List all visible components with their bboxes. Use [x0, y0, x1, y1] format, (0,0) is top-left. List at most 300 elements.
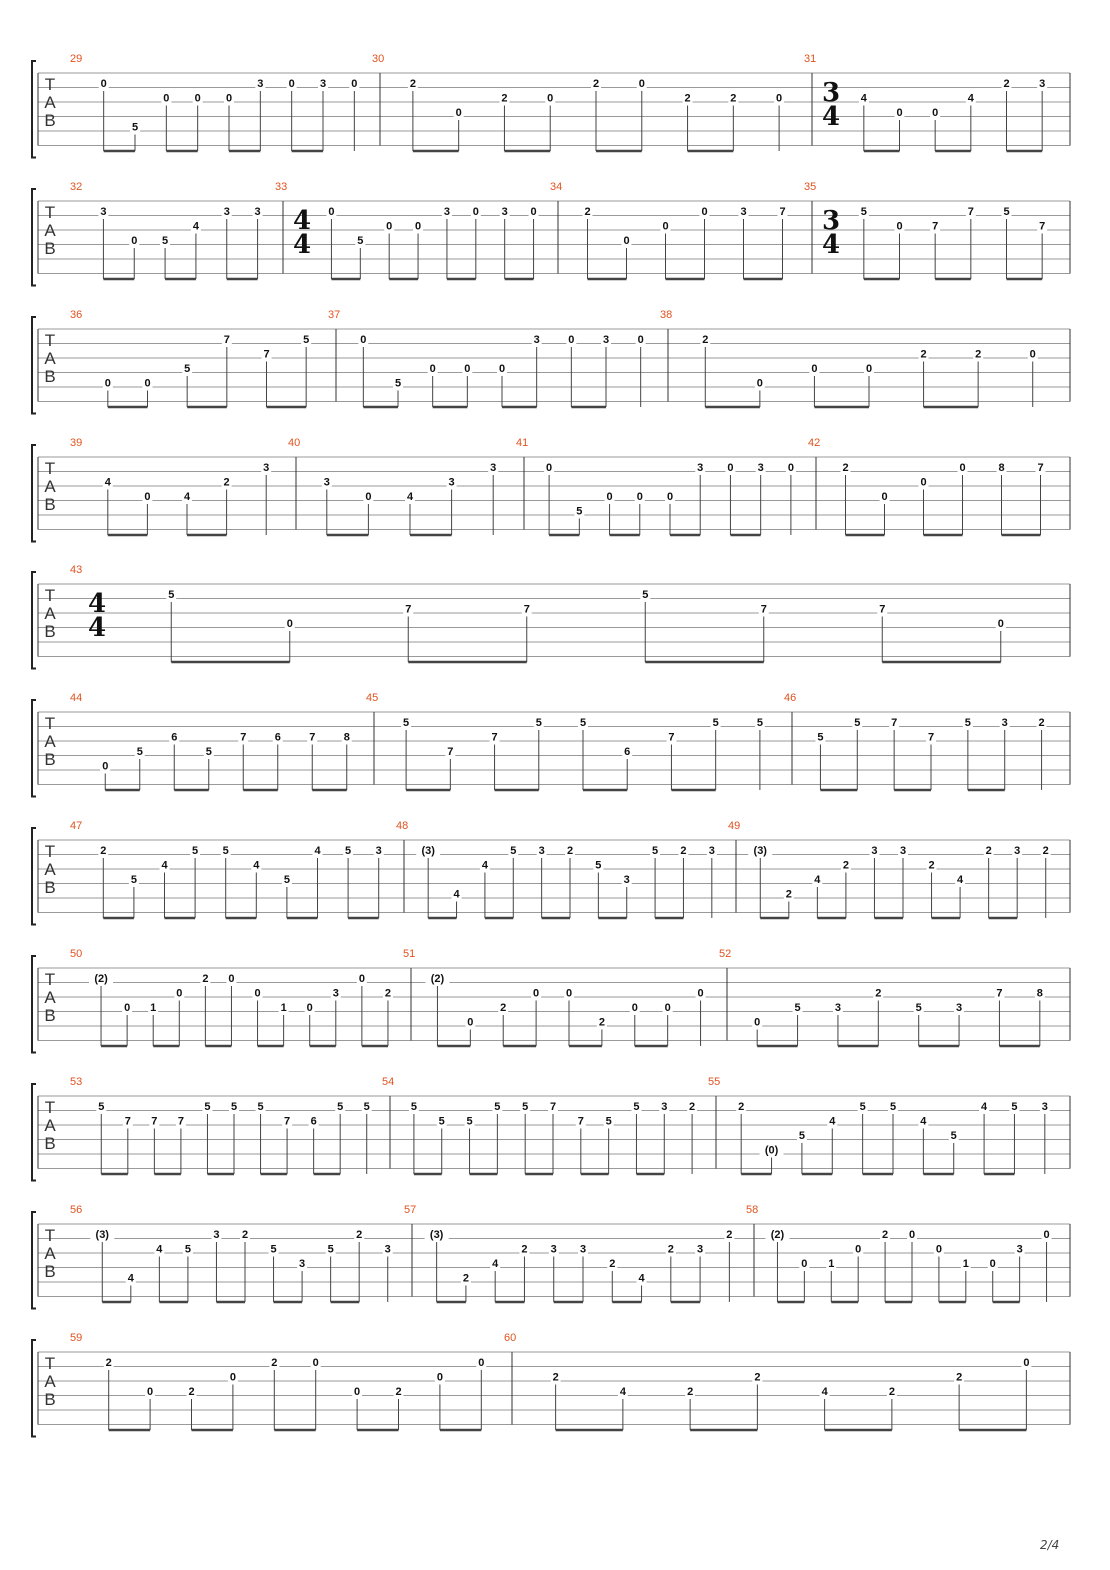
fret-number: 3 [299, 1258, 306, 1270]
fret-number: 0 [920, 476, 927, 489]
fret-number: 0 [664, 1002, 671, 1014]
fret-number: (2) [770, 1229, 785, 1241]
fret-number: 4 [481, 859, 488, 872]
fret-number: 5 [494, 1101, 501, 1113]
fret-number: 5 [357, 235, 364, 247]
fret-number: 8 [998, 462, 1005, 474]
fret-number: 2 [888, 1386, 895, 1398]
fret-number: 5 [522, 1101, 529, 1113]
fret-number: 7 [577, 1115, 584, 1128]
fret-number: 2 [702, 334, 709, 346]
fret-number: 0 [312, 1357, 319, 1369]
tab-clef-letter: A [44, 860, 56, 879]
measure-number: 47 [70, 820, 83, 832]
tab-clef-letter: T [44, 459, 56, 478]
fret-number: 0 [176, 987, 183, 1000]
fret-number: 3 [538, 845, 545, 857]
fret-number: (2) [94, 973, 108, 985]
fret-number: 5 [192, 845, 199, 857]
fret-number: 0 [229, 1371, 236, 1384]
fret-number: 2 [395, 1386, 402, 1398]
fret-number: 3 [1039, 78, 1046, 90]
fret-number: 5 [98, 1101, 105, 1113]
fret-number: 5 [889, 1101, 897, 1113]
fret-number: 2 [552, 1371, 559, 1384]
fret-number: 4 [967, 92, 974, 105]
fret-number: 6 [624, 746, 631, 758]
tab-clef-letter: B [44, 1262, 56, 1281]
fret-number: (3) [421, 845, 435, 857]
system-bracket [32, 445, 36, 542]
fret-number: 2 [521, 1243, 528, 1256]
fret-number: 0 [787, 462, 794, 474]
fret-number: 5 [798, 1130, 805, 1142]
fret-number: 3 [332, 987, 339, 1000]
fret-number: 5 [964, 717, 971, 729]
fret-number: 0 [163, 92, 170, 105]
fret-number: 5 [605, 1115, 612, 1128]
fret-number: 7 [447, 746, 454, 758]
fret-number: 5 [162, 235, 169, 247]
system-bracket [32, 1340, 36, 1437]
fret-number: 5 [859, 1101, 866, 1113]
fret-number: 3 [1014, 845, 1021, 857]
fret-number: 5 [394, 377, 402, 390]
fret-number: 7 [891, 717, 898, 729]
fret-number: 0 [865, 363, 873, 375]
fret-number: 7 [177, 1115, 184, 1128]
measure-number: 54 [382, 1076, 395, 1088]
fret-number: 7 [491, 731, 498, 744]
fret-number: 2 [1038, 717, 1045, 729]
fret-number: 5 [860, 206, 867, 218]
fret-number: 7 [760, 603, 767, 616]
fret-number: 2 [100, 845, 107, 857]
fret-number: 3 [579, 1243, 587, 1256]
fret-number: 0 [415, 220, 422, 233]
fret-number: 3 [213, 1229, 220, 1241]
tab-clef-letter: B [44, 111, 56, 130]
measure-number: 40 [288, 437, 301, 449]
fret-number: 4 [192, 220, 199, 233]
fret-number: 4 [253, 859, 260, 872]
fret-number: 0 [606, 491, 613, 503]
fret-number: 2 [356, 1229, 363, 1241]
time-signature-digit: 4 [822, 230, 841, 260]
fret-number: 3 [661, 1101, 668, 1113]
fret-number: 0 [546, 462, 553, 474]
fret-number: 3 [602, 334, 610, 346]
fret-number: 4 [492, 1258, 499, 1270]
fret-number: 2 [842, 462, 849, 474]
fret-number: 2 [684, 92, 691, 105]
measure-number: 37 [328, 309, 341, 321]
fret-number: 2 [384, 987, 392, 1000]
fret-number: 2 [754, 1371, 761, 1384]
fret-number: 5 [270, 1243, 277, 1256]
time-signature-digit: 4 [822, 102, 841, 132]
fret-number: 0 [530, 206, 537, 218]
tab-clef-letter: A [44, 93, 56, 112]
fret-number: 0 [194, 92, 201, 105]
fret-number: 0 [286, 618, 293, 630]
tab-clef-letter: A [44, 732, 56, 751]
fret-number: 3 [375, 845, 382, 857]
fret-number: 5 [1003, 206, 1010, 218]
fret-number: 2 [609, 1258, 616, 1270]
time-signature-digit: 3 [822, 206, 841, 236]
fret-number: 2 [975, 348, 982, 361]
fret-number: 0 [254, 987, 261, 1000]
fret-number: 5 [205, 746, 212, 758]
fret-number: 0 [811, 363, 818, 375]
fret-number: 0 [881, 491, 888, 503]
tab-clef-letter: A [44, 988, 56, 1007]
fret-number: 2 [956, 1371, 963, 1384]
fret-number: 1 [962, 1258, 969, 1270]
fret-number: 2 [409, 78, 416, 90]
time-signature-digit: 4 [293, 230, 312, 260]
fret-number: 0 [1029, 348, 1036, 361]
measure-number: 41 [516, 437, 529, 449]
tab-clef-letter: A [44, 349, 56, 368]
fret-number: 4 [957, 874, 964, 886]
fret-number: 0 [360, 334, 367, 346]
fret-number: 5 [230, 1101, 238, 1113]
fret-number: 4 [829, 1115, 836, 1128]
fret-number: 2 [462, 1272, 469, 1285]
tab-clef-letter: A [44, 604, 56, 623]
fret-number: 0 [631, 1002, 638, 1014]
fret-number: 3 [708, 845, 715, 857]
fret-number: 5 [466, 1115, 473, 1128]
measure-number: 49 [728, 820, 741, 832]
fret-number: 0 [662, 220, 669, 233]
fret-number: 3 [263, 462, 270, 474]
fret-number: 7 [1037, 462, 1044, 474]
fret-number: 2 [584, 206, 591, 218]
fret-number: 0 [1023, 1357, 1030, 1369]
fret-number: 3 [533, 334, 540, 346]
fret-number: 5 [595, 859, 602, 872]
fret-number: 6 [274, 731, 281, 744]
fret-number: 2 [501, 92, 508, 105]
fret-number: 5 [168, 589, 175, 601]
fret-number: 0 [697, 987, 704, 1000]
tab-clef-letter: T [44, 1098, 56, 1117]
fret-number: 4 [619, 1386, 626, 1398]
fret-number: 0 [701, 206, 708, 218]
fret-number: 4 [314, 845, 321, 857]
fret-number: 5 [303, 334, 310, 346]
fret-number: 7 [405, 603, 412, 616]
tab-clef-letter: B [44, 239, 56, 258]
fret-number: 2 [592, 78, 600, 90]
tab-clef-letter: A [44, 221, 56, 240]
measure-number: 59 [70, 1332, 83, 1344]
fret-number: 0 [637, 334, 644, 346]
fret-number: 0 [358, 973, 365, 985]
fret-number: 2 [500, 1002, 507, 1014]
fret-number: 5 [130, 874, 137, 886]
fret-number: 5 [652, 845, 659, 857]
tab-clef-letter: T [44, 331, 56, 350]
fret-number: 5 [712, 717, 719, 729]
fret-number: 0 [935, 1243, 942, 1256]
fret-number: 4 [453, 888, 460, 901]
fret-number: 5 [345, 845, 352, 857]
fret-number: 0 [354, 1386, 361, 1398]
fret-number: 5 [915, 1002, 922, 1014]
fret-number: 7 [927, 731, 935, 744]
fret-number: 0 [455, 107, 462, 119]
time-signature-digit: 3 [822, 78, 841, 108]
fret-number: 0 [636, 491, 643, 503]
tab-clef-letter: A [44, 1372, 56, 1391]
tab-clef-letter: B [44, 622, 56, 641]
fret-number: 5 [410, 1101, 417, 1113]
measure-number: 35 [804, 181, 817, 193]
fret-number: 2 [241, 1229, 249, 1241]
fret-number: 3 [448, 476, 455, 489]
fret-number: 2 [202, 973, 209, 985]
fret-number: 0 [498, 363, 506, 375]
fret-number: 3 [490, 462, 497, 474]
fret-number: 0 [147, 1386, 154, 1398]
fret-number: 2 [680, 845, 687, 857]
measure-number: 45 [366, 692, 379, 704]
measure-number: 57 [404, 1204, 417, 1216]
fret-number: 3 [550, 1243, 557, 1256]
fret-number: 7 [1039, 220, 1046, 233]
fret-number: 2 [667, 1243, 674, 1256]
fret-number: 0 [328, 206, 335, 218]
fret-number: (3) [429, 1229, 444, 1241]
fret-number: 3 [319, 78, 327, 90]
fret-number: 5 [535, 717, 542, 729]
fret-number: 4 [104, 476, 111, 489]
measure-number: 39 [70, 437, 83, 449]
fret-number: 2 [785, 888, 792, 901]
system-bracket [32, 828, 36, 925]
fret-number: (2) [430, 973, 445, 985]
time-signature-digit: 4 [88, 613, 107, 643]
fret-number: 3 [323, 476, 330, 489]
fret-number: 0 [565, 987, 573, 1000]
system-bracket [32, 1084, 36, 1181]
fret-number: 5 [633, 1101, 640, 1113]
fret-number: 0 [131, 235, 138, 247]
fret-number: 5 [756, 717, 763, 729]
fret-number: 6 [310, 1115, 317, 1128]
fret-number: 5 [579, 717, 587, 729]
fret-number: 3 [956, 1002, 963, 1014]
system-bracket [32, 61, 36, 158]
fret-number: 5 [184, 1243, 191, 1256]
fret-number: 8 [343, 731, 350, 744]
fret-number: 0 [533, 987, 540, 1000]
fret-number: 0 [351, 78, 358, 90]
fret-number: 0 [124, 1002, 131, 1014]
fret-number: 3 [223, 206, 230, 218]
fret-number: 0 [100, 78, 107, 90]
measure-number: 44 [70, 692, 83, 704]
system-bracket [32, 317, 36, 414]
fret-number: 0 [623, 235, 630, 247]
fret-number: 3 [254, 206, 261, 218]
fret-number: (0) [764, 1144, 779, 1157]
fret-number: 0 [436, 1371, 443, 1384]
fret-number: 0 [467, 1016, 474, 1029]
fret-number: 5 [817, 731, 824, 744]
tab-clef-letter: B [44, 1390, 56, 1409]
tab-clef-letter: T [44, 714, 56, 733]
fret-number: 2 [223, 476, 230, 489]
fret-number: 5 [222, 845, 229, 857]
fret-number: 7 [151, 1115, 158, 1128]
measure-number: 52 [719, 948, 732, 960]
fret-number: 5 [131, 121, 139, 134]
tab-clef-letter: T [44, 203, 56, 222]
fret-number: 4 [406, 491, 414, 503]
fret-number: 7 [668, 731, 675, 744]
time-signature-digit: 4 [293, 206, 312, 236]
fret-number: 7 [779, 206, 786, 218]
measure-number: 46 [784, 692, 797, 704]
measure-number: 29 [70, 53, 83, 65]
measure-number: 31 [804, 53, 817, 65]
measure-number: 43 [70, 564, 83, 576]
fret-number: 4 [920, 1115, 927, 1128]
system-bracket [32, 1212, 36, 1309]
fret-number: 0 [429, 363, 436, 375]
fret-number: 0 [756, 377, 763, 390]
fret-number: 0 [932, 107, 939, 119]
fret-number: 4 [814, 874, 821, 886]
measure-number: 53 [70, 1076, 83, 1088]
fret-number: 5 [337, 1101, 344, 1113]
measure-number: 50 [70, 948, 83, 960]
fret-number: 0 [801, 1258, 808, 1270]
fret-number: (3) [753, 845, 767, 857]
fret-number: 2 [105, 1357, 112, 1369]
measure-number: 60 [504, 1332, 517, 1344]
fret-number: 5 [257, 1101, 264, 1113]
tab-clef-letter: A [44, 1244, 56, 1263]
fret-number: 4 [638, 1272, 645, 1285]
fret-number: 7 [879, 603, 886, 616]
measure-number: 38 [660, 309, 673, 321]
fret-number: 0 [478, 1357, 485, 1369]
fret-number: 0 [896, 220, 903, 233]
tab-clef-letter: T [44, 1354, 56, 1373]
fret-number: 0 [997, 618, 1004, 630]
system-bracket [32, 572, 36, 669]
fret-number: 0 [666, 491, 674, 503]
fret-number: 5 [283, 874, 290, 886]
fret-number: 5 [327, 1243, 334, 1256]
fret-number: 3 [697, 462, 704, 474]
fret-number: 1 [828, 1258, 835, 1270]
fret-number: 0 [547, 92, 554, 105]
fret-number: 2 [1003, 78, 1010, 90]
fret-number: 0 [1043, 1229, 1050, 1241]
fret-number: 2 [726, 1229, 733, 1241]
fret-number: 4 [821, 1386, 828, 1398]
fret-number: 3 [623, 874, 630, 886]
tab-clef-letter: B [44, 750, 56, 769]
fret-number: 5 [363, 1101, 370, 1113]
tab-clef-letter: B [44, 1134, 56, 1153]
fret-number: 8 [1036, 987, 1043, 1000]
fret-number: 3 [834, 1002, 841, 1014]
fret-number: 5 [184, 363, 191, 375]
fret-number: 0 [754, 1016, 761, 1029]
fret-number: 7 [223, 334, 230, 346]
tab-clef-letter: B [44, 367, 56, 386]
fret-number: 5 [854, 717, 861, 729]
fret-number: 7 [309, 731, 316, 744]
fret-number: 0 [144, 491, 151, 503]
measure-number: 34 [550, 181, 563, 193]
tab-clef-letter: T [44, 842, 56, 861]
page-number: 2/4 [1040, 1538, 1060, 1552]
fret-number: 7 [932, 220, 939, 233]
fret-number: 0 [638, 78, 645, 90]
fret-number: 3 [757, 462, 764, 474]
measure-number: 58 [746, 1204, 759, 1216]
fret-number: 0 [102, 760, 109, 773]
tab-clef-letter: B [44, 1006, 56, 1025]
measure-number: 55 [708, 1076, 721, 1088]
tab-clef-letter: B [44, 495, 56, 514]
fret-number: 3 [1001, 717, 1008, 729]
fret-number: 7 [996, 987, 1003, 1000]
tab-clef-letter: A [44, 477, 56, 496]
fret-number: 0 [104, 377, 111, 390]
fret-number: 2 [842, 859, 849, 872]
fret-number: 5 [204, 1101, 211, 1113]
fret-number: 4 [183, 491, 191, 503]
fret-number: 0 [144, 377, 151, 390]
measure-number: 42 [808, 437, 821, 449]
fret-number: 2 [598, 1016, 605, 1029]
fret-number: 4 [860, 92, 867, 105]
fret-number: 5 [510, 845, 517, 857]
fret-number: 2 [271, 1357, 278, 1369]
fret-number: 7 [284, 1115, 291, 1128]
fret-number: 2 [687, 1386, 694, 1398]
tab-clef-letter: T [44, 586, 56, 605]
fret-number: 0 [464, 363, 471, 375]
fret-number: 5 [1011, 1101, 1018, 1113]
fret-number: 7 [549, 1101, 557, 1113]
fret-number: 3 [1041, 1101, 1048, 1113]
fret-number: 0 [727, 462, 734, 474]
fret-number: 0 [959, 462, 966, 474]
fret-number: 2 [928, 859, 935, 872]
measure-number: 30 [372, 53, 385, 65]
fret-number: 7 [523, 603, 530, 616]
fret-number: 0 [855, 1243, 862, 1256]
fret-number: 2 [566, 845, 574, 857]
fret-number: 3 [871, 845, 878, 857]
fret-number: 7 [240, 731, 247, 744]
fret-number: 0 [386, 220, 393, 233]
fret-number: 1 [280, 1002, 287, 1014]
fret-number: 3 [257, 78, 264, 90]
fret-number: 7 [124, 1115, 131, 1128]
